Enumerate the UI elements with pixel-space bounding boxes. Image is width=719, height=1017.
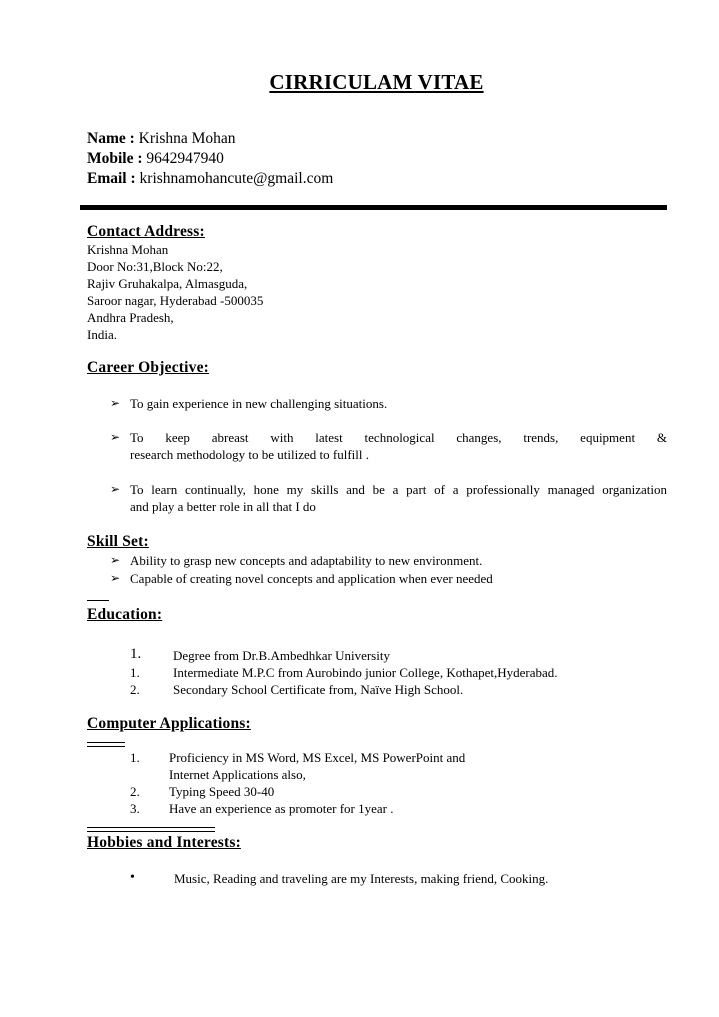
career-item: To gain experience in new challenging situations. [130, 396, 388, 411]
computer-number: 3. [130, 801, 140, 816]
arrow-bullet-icon: ➢ [110, 396, 121, 410]
name-value: Krishna Mohan [134, 130, 236, 147]
education-number: 2. [130, 682, 140, 697]
career-item-continued: research methodology to be utilized to fulfill . [130, 447, 369, 462]
education-heading: Education: [87, 606, 163, 623]
mobile-label: Mobile : [87, 150, 143, 167]
skills-heading: Skill Set: [87, 533, 149, 550]
hobby-item: Music, Reading and traveling are my Interests, making friend, Cooking. [174, 871, 549, 886]
mobile-line [87, 150, 224, 168]
address-line: Saroor nagar, Hyderabad -500035 [87, 293, 264, 308]
education-item: Intermediate M.P.C from Aurobindo junior College, Kothapet,Hyderabad. [173, 665, 558, 680]
section-rule [87, 742, 125, 743]
address-line: Door No:31,Block No:22, [87, 259, 223, 274]
address-line: India. [87, 327, 117, 342]
name-label: Name : [87, 130, 135, 147]
arrow-bullet-icon: ➢ [110, 430, 121, 444]
arrow-bullet-icon: ➢ [110, 482, 121, 496]
contact-heading: Contact Address: [87, 223, 205, 240]
arrow-bullet-icon: ➢ [110, 571, 121, 585]
section-rule [87, 600, 109, 601]
email-label: Email : [87, 170, 136, 187]
address-line: Krishna Mohan [87, 242, 169, 257]
bullet-icon: • [130, 870, 135, 885]
skill-item: Ability to grasp new concepts and adaptability to new environment. [130, 553, 483, 568]
career-item: To keep abreast with latest technological changes, trends, equipment & [130, 430, 667, 445]
computer-item: Proficiency in MS Word, MS Excel, MS PowerPoint and [169, 750, 466, 765]
document-title: CIRRICULAM VITAE [269, 70, 484, 94]
computer-item: Typing Speed 30-40 [169, 784, 275, 799]
skill-item: Capable of creating novel concepts and application when ever needed [130, 571, 493, 586]
email-line [87, 170, 333, 188]
name-line [87, 130, 236, 148]
computer-item: Have an experience as promoter for 1year . [169, 801, 394, 816]
arrow-bullet-icon: ➢ [110, 553, 121, 567]
education-item: Secondary School Certificate from, Naïve High School. [173, 682, 464, 697]
education-number: 1. [130, 665, 140, 680]
header-divider [80, 205, 667, 210]
section-rule [87, 831, 215, 832]
section-rule [87, 746, 125, 747]
section-rule [87, 827, 215, 828]
computer-item-continued: Internet Applications also, [169, 767, 306, 782]
computer-number: 1. [130, 750, 140, 765]
email-value: krishnamohancute@gmail.com [135, 170, 334, 187]
hobbies-heading: Hobbies and Interests: [87, 834, 241, 851]
education-item: Degree from Dr.B.Ambedhkar University [173, 648, 390, 663]
career-item: To learn continually, hone my skills and be a part of a professionally managed organization [130, 482, 667, 497]
contact-address [87, 241, 263, 343]
career-item-continued: and play a better role in all that I do [130, 499, 316, 514]
mobile-value: 9642947940 [142, 150, 224, 167]
computer-number: 2. [130, 784, 140, 799]
computer-heading: Computer Applications: [87, 715, 251, 732]
education-number: 1. [130, 646, 142, 662]
career-heading: Career Objective: [87, 359, 210, 376]
address-line: Rajiv Gruhakalpa, Almasguda, [87, 276, 248, 291]
address-line: Andhra Pradesh, [87, 310, 174, 325]
